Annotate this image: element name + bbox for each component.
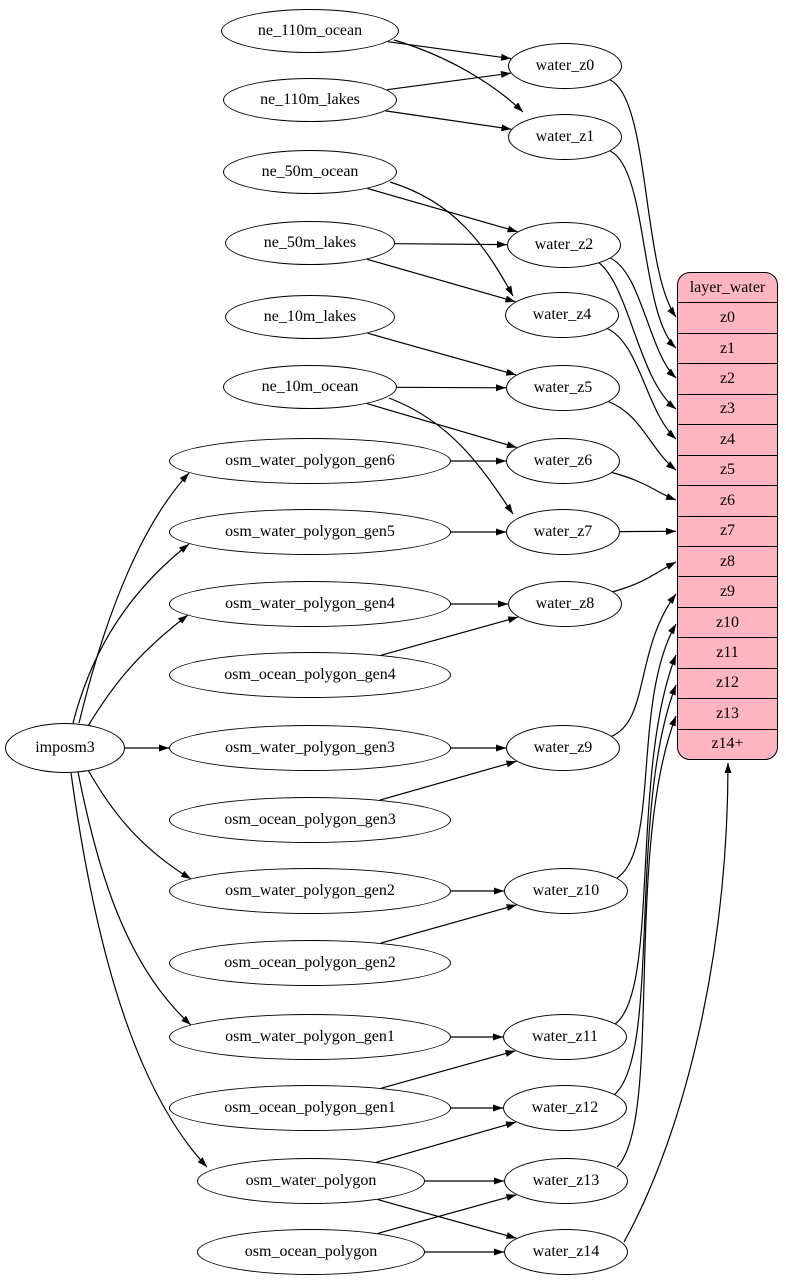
edge-osm_water_polygon-to-water_z14 <box>378 1200 517 1239</box>
edge-water_z6-to-z6 <box>610 472 676 500</box>
edge-ne_10m_lakes-to-water_z5 <box>368 333 517 375</box>
node-water_z8: water_z8 <box>508 581 622 627</box>
edge-osm_ocean_polygon-to-water_z13 <box>378 1195 517 1234</box>
node-osm_ocean_polygon_gen2: osm_ocean_polygon_gen2 <box>169 940 451 986</box>
node-osm_water_polygon_gen3: osm_water_polygon_gen3 <box>169 725 451 771</box>
table-layer_water <box>677 272 778 760</box>
edge-ne_110m_lakes-to-water_z1 <box>386 111 512 129</box>
table-row-z7: z7 <box>678 516 777 546</box>
table-row-z3: z3 <box>678 394 777 424</box>
edge-imposm3-to-osm_water_polygon_gen1 <box>78 772 191 1025</box>
table-row-z9: z9 <box>678 576 777 606</box>
node-ne_10m_lakes: ne_10m_lakes <box>225 295 395 339</box>
node-osm_water_polygon_gen6: osm_water_polygon_gen6 <box>169 438 451 484</box>
edge-osm_ocean_polygon_gen3-to-water_z9 <box>380 761 516 800</box>
node-water_z2: water_z2 <box>507 222 621 268</box>
node-water_z12: water_z12 <box>503 1085 627 1131</box>
node-osm_water_polygon_gen4: osm_water_polygon_gen4 <box>169 581 451 627</box>
table-row-z5: z5 <box>678 455 777 485</box>
edge-water_z13-to-z13 <box>617 716 676 1167</box>
table-title: layer_water <box>689 278 766 296</box>
edge-imposm3-to-osm_water_polygon_gen5 <box>73 544 189 723</box>
node-water_z7: water_z7 <box>506 509 620 555</box>
node-osm_ocean_polygon: osm_ocean_polygon <box>197 1229 425 1275</box>
edge-osm_ocean_polygon_gen2-to-water_z10 <box>381 905 517 943</box>
edge-osm_water_polygon-to-water_z12 <box>377 1122 517 1162</box>
edge-ne_10m_ocean-to-water_z6 <box>367 404 517 448</box>
node-water_z10: water_z10 <box>504 868 628 914</box>
table-row-z13: z13 <box>678 698 777 728</box>
table-row-z2: z2 <box>678 363 777 393</box>
table-row-z0: z0 <box>678 302 777 332</box>
node-water_z6: water_z6 <box>506 438 620 484</box>
edge-osm_ocean_polygon_gen1-to-water_z11 <box>381 1051 515 1088</box>
node-water_z13: water_z13 <box>504 1158 628 1204</box>
node-water_z14: water_z14 <box>504 1229 628 1275</box>
node-osm_water_polygon_gen5: osm_water_polygon_gen5 <box>169 509 451 555</box>
node-imposm3: imposm3 <box>5 723 125 773</box>
node-osm_ocean_polygon_gen1: osm_ocean_polygon_gen1 <box>169 1085 451 1131</box>
edge-water_z11-to-z11 <box>615 655 676 1024</box>
table-row-z11: z11 <box>678 637 777 667</box>
table-row-z1: z1 <box>678 333 777 363</box>
node-osm_water_polygon_gen2: osm_water_polygon_gen2 <box>169 868 451 914</box>
node-ne_110m_lakes: ne_110m_lakes <box>223 78 397 122</box>
edge-water_z8-to-z8 <box>612 562 676 592</box>
edge-ne_50m_lakes-to-water_z4 <box>367 259 515 301</box>
node-ne_50m_ocean: ne_50m_ocean <box>223 150 397 194</box>
table-row-z10: z10 <box>678 607 777 637</box>
edge-water_z0-to-z0 <box>610 80 676 317</box>
node-water_z11: water_z11 <box>503 1014 627 1060</box>
node-ne_10m_ocean: ne_10m_ocean <box>223 365 397 409</box>
edge-ne_10m_ocean-to-water_z5 <box>397 387 506 388</box>
node-ne_110m_ocean: ne_110m_ocean <box>221 9 399 53</box>
edge-ne_50m_ocean-to-water_z4 <box>390 182 513 296</box>
node-water_z9: water_z9 <box>506 725 620 771</box>
table-row-z4: z4 <box>678 424 777 454</box>
node-osm_ocean_polygon_gen3: osm_ocean_polygon_gen3 <box>169 797 451 843</box>
node-water_z0: water_z0 <box>508 43 622 89</box>
node-ne_50m_lakes: ne_50m_lakes <box>225 221 395 265</box>
node-water_z5: water_z5 <box>506 365 620 411</box>
edge-ne_50m_lakes-to-water_z2 <box>395 244 507 245</box>
node-water_z4: water_z4 <box>505 292 619 338</box>
table-row-z12: z12 <box>678 668 777 698</box>
edge-osm_ocean_polygon_gen4-to-water_z8 <box>381 617 518 655</box>
table-row-z8: z8 <box>678 546 777 576</box>
node-water_z1: water_z1 <box>508 114 622 160</box>
node-osm_water_polygon_gen1: osm_water_polygon_gen1 <box>169 1014 451 1060</box>
edge-ne_50m_ocean-to-water_z2 <box>368 189 518 232</box>
table-row-z14+: z14+ <box>678 729 777 759</box>
node-osm_ocean_polygon_gen4: osm_ocean_polygon_gen4 <box>169 652 451 698</box>
table-row-z6: z6 <box>678 485 777 515</box>
node-osm_water_polygon: osm_water_polygon <box>197 1158 425 1204</box>
